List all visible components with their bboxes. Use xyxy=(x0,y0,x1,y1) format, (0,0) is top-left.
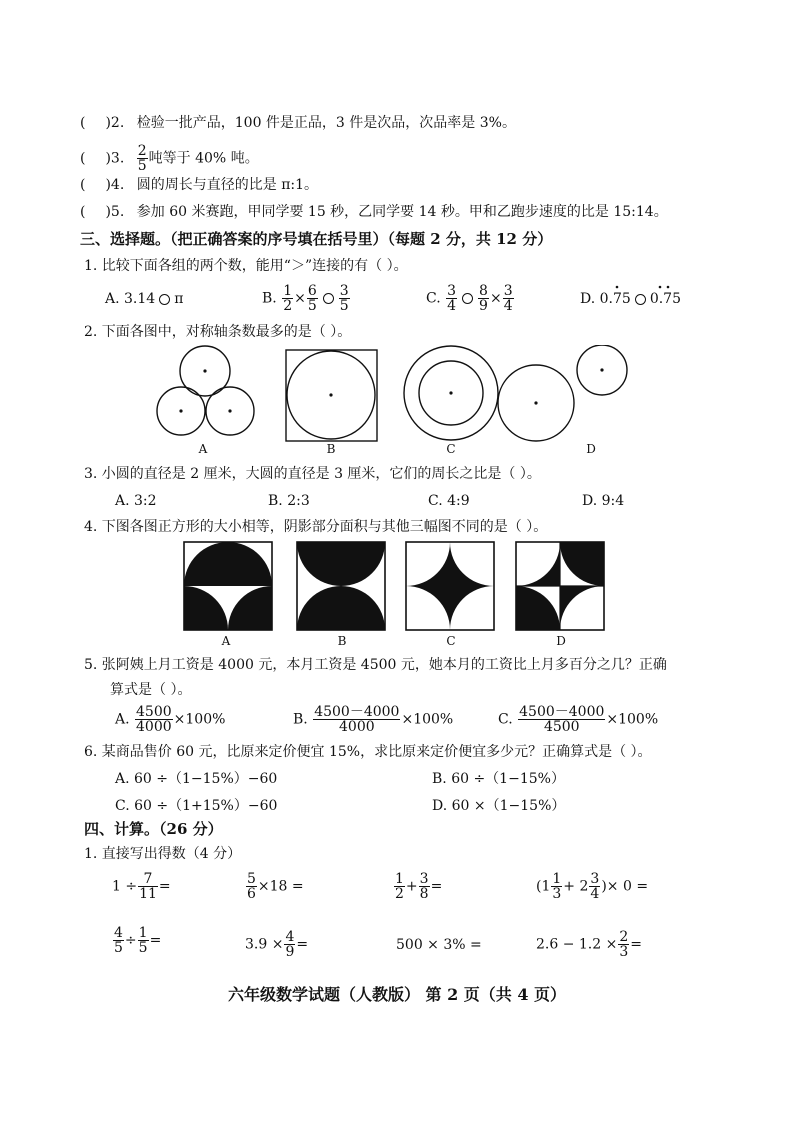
answer-paren[interactable]: ( xyxy=(80,115,86,131)
section-title: 四、计算。（26 分） xyxy=(84,820,223,838)
calc-2: $\frac{5}{6}$ ×18 = xyxy=(247,871,304,902)
calc-5: $\frac{4}{5}$ ÷ $\frac{1}{5}$ = xyxy=(114,925,162,956)
q6-option-c[interactable]: C. 60 ÷（1+15%）−60 xyxy=(115,798,278,814)
q6-option-b[interactable]: B. 60 ÷（1−15%） xyxy=(432,771,565,787)
question-text: 参加 60 米赛跑，甲同学要 15 秒，乙同学要 14 秒。甲和乙跑步速度的比是 15:14。 xyxy=(136,204,668,220)
q1-option-c[interactable]: C. $\frac{3}{4}$ $\frac{8}{9}$ × $\frac{3}{4}$ xyxy=(426,283,513,314)
q5-option-c[interactable]: C. $\frac{4500-4000}{4500}$ ×100% xyxy=(498,704,659,735)
figure-label-d: D xyxy=(586,442,596,456)
question-number: )2. xyxy=(105,115,125,131)
q6-option-d[interactable]: D. 60 ×（1−15%） xyxy=(432,798,566,814)
q3-option-b[interactable]: B. 2:3 xyxy=(268,493,310,509)
figure-label-d: D xyxy=(556,634,566,648)
calc-4: (1 $\frac{1}{3}$ + 2 $\frac{3}{4}$ )× 0 = xyxy=(536,871,649,902)
q4-stem: 4. 下图各图正方形的大小相等，阴影部分面积与其他三幅图不同的是（ ）。 xyxy=(84,519,548,535)
q2-stem: 2. 下面各图中，对称轴条数最多的是（ ）。 xyxy=(84,324,352,340)
calc-3: $\frac{1}{2}$ + $\frac{3}{8}$ = xyxy=(395,871,443,902)
q1-option-a[interactable]: A. 3.14 π xyxy=(105,291,184,307)
q2-figures xyxy=(150,345,640,445)
answer-paren[interactable]: ( xyxy=(80,177,86,193)
q5-option-b[interactable]: B. $\frac{4500-4000}{4000}$ ×100% xyxy=(293,704,454,735)
figure-d-square xyxy=(516,542,604,630)
question-number: )3. xyxy=(105,150,125,167)
answer-paren[interactable]: ( xyxy=(80,204,86,220)
q5-option-a[interactable]: A. $\frac{4500}{4000}$ ×100% xyxy=(115,704,226,735)
fraction: $\frac{2}{5}$ xyxy=(137,143,147,174)
answer-paren[interactable]: ( xyxy=(80,150,86,167)
figure-label-c: C xyxy=(446,634,456,648)
question-text: 检验一批产品，100 件是正品，3 件是次品，次品率是 3%。 xyxy=(136,115,516,131)
calc-8: 2.6 − 1.2 × $\frac{2}{3}$ = xyxy=(536,929,642,960)
q1-option-b[interactable]: B. $\frac{1}{2}$ × $\frac{6}{5}$ $\frac{3}{5}$ xyxy=(262,283,349,314)
figure-label-b: B xyxy=(326,442,336,456)
q4-figures xyxy=(180,540,610,632)
figure-a-square xyxy=(184,542,272,630)
question-number: )5. xyxy=(105,204,125,220)
q5-stem-line1: 5. 张阿姨上月工资是 4000 元，本月工资是 4500 元，她本月的工资比上月多百分之几？正确 xyxy=(84,657,667,673)
calc-6: 3.9 × $\frac{4}{9}$ = xyxy=(245,929,309,960)
figure-b-square xyxy=(297,542,385,630)
q5-stem-line2: 算式是（ ）。 xyxy=(110,682,192,698)
q3-option-a[interactable]: A. 3:2 xyxy=(115,493,157,509)
question-text: 圆的周长与直径的比是 π:1。 xyxy=(136,177,319,193)
q3-option-d[interactable]: D. 9:4 xyxy=(582,493,625,509)
section-title: 三、选择题。（把正确答案的序号填在括号里）（每题 2 分，共 12 分） xyxy=(80,230,553,248)
question-number: )4. xyxy=(105,177,125,193)
question-text: 吨等于 40% 吨。 xyxy=(148,150,259,167)
figure-label-a: A xyxy=(221,634,231,648)
sub-title: 1. 直接写出得数（4 分） xyxy=(84,846,242,862)
calc-7: 500 × 3% = xyxy=(396,937,482,953)
q3-stem: 3. 小圆的直径是 2 厘米，大圆的直径是 3 厘米，它们的周长之比是（ ）。 xyxy=(84,466,541,482)
q1-option-d[interactable]: D. 0.75 0.75 xyxy=(580,291,681,307)
page-footer: 六年级数学试题（人教版） 第 2 页（共 4 页） xyxy=(227,985,567,1004)
figure-c-square xyxy=(406,542,494,630)
q6-option-a[interactable]: A. 60 ÷（1−15%）−60 xyxy=(115,771,278,787)
q6-stem: 6. 某商品售价 60 元，比原来定价便宜 15%，求比原来定价便宜多少元？正确算式是（ ）。 xyxy=(84,744,652,760)
figure-label-c: C xyxy=(446,442,456,456)
figure-label-b: B xyxy=(337,634,347,648)
calc-1: 1 ÷ $\frac{7}{11}$ = xyxy=(112,871,171,902)
q1-stem: 1. 比较下面各组的两个数，能用“＞”连接的有（ ）。 xyxy=(84,258,408,274)
figure-label-a: A xyxy=(198,442,208,456)
q3-option-c[interactable]: C. 4:9 xyxy=(428,493,470,509)
